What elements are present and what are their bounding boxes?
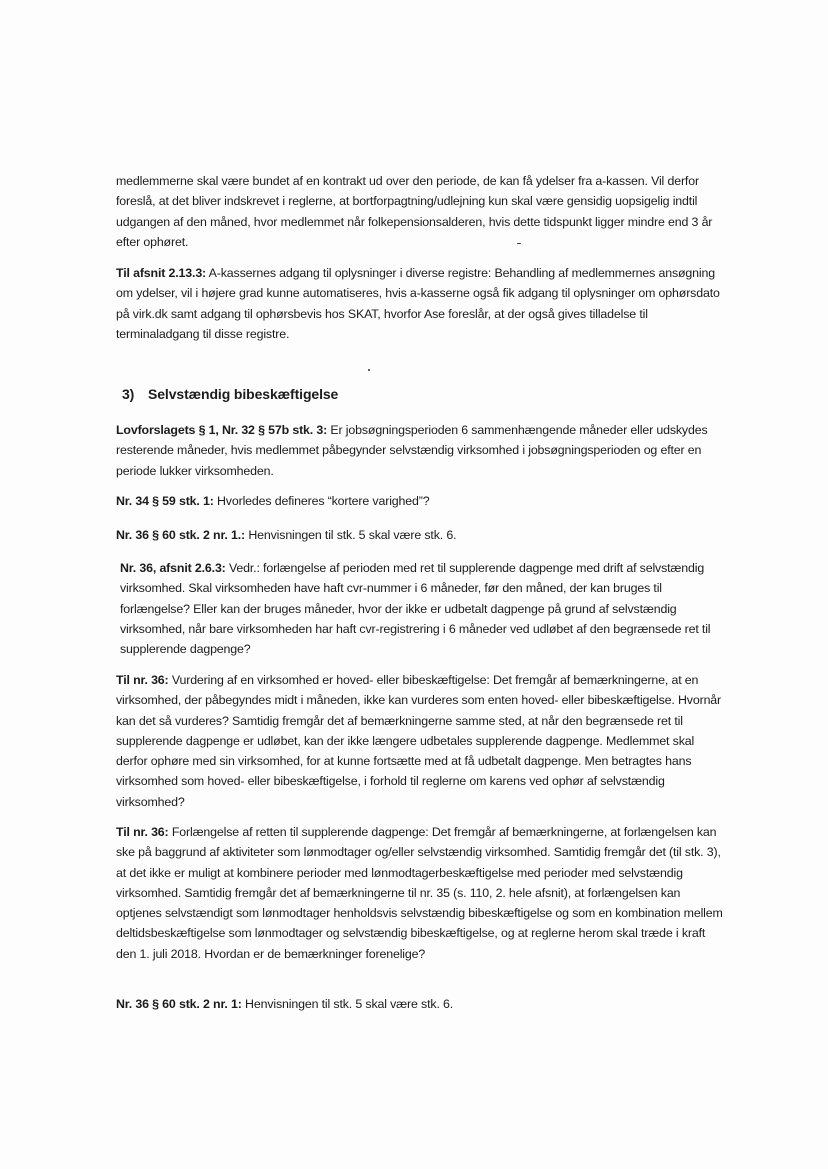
- paragraph-57b: [116, 420, 726, 481]
- paragraph-reference: Nr. 36 § 60 stk. 2 nr. 1:: [116, 997, 242, 1011]
- paragraph-nr-36-2-6-3: [120, 558, 730, 659]
- paragraph-til-nr-36-extension: [116, 822, 726, 964]
- paragraph-text: Vurdering af en virksomhed er hoved- eller bibeskæftigelse: Det fremgår af bemærkningerne, at en virksomhed, der påbegyndes midt i måneden, ikke kan vurderes som enten hoved- eller bibeskæftigelse. Hvornår kan det så vurderes? Samtidig fremgår det af bemærkningerne samme sted, at når den begrænsede ret til supplerende dagpenge er udløbet, kan der ikke længere udbetales supplerende dagpenge. Medlemmet skal derfor ophøre med sin virksomhed, for at kunne fortsætte med at få udbetalt dagpenge. Men betragtes hans virksomhed som hoved- eller bibeskæftigelse, i forhold til reglerne om karens ved ophør af selvstændig virksomhed?: [116, 673, 722, 809]
- paragraph-text: Henvisningen til stk. 5 skal være stk. 6.: [245, 528, 457, 542]
- scan-speck: [368, 369, 370, 371]
- paragraph-reference: Nr. 36, afsnit 2.6.3:: [120, 561, 226, 575]
- paragraph-reference: Til nr. 36:: [116, 673, 169, 687]
- paragraph-reference: Lovforslagets § 1, Nr. 32 § 57b stk. 3:: [116, 423, 328, 437]
- paragraph-text: Er jobsøgningsperioden 6 sammenhængende måneder eller udskydes resterende måneder, hvis medlemmet påbegynder selvstændig virksomhed i jobsøgningsperioden og efter en periode lukker virksomheden.: [116, 423, 708, 478]
- scan-speck: [517, 243, 521, 244]
- paragraph-text: Hvorledes defineres “kortere varighed”?: [213, 494, 430, 508]
- section-heading: [122, 386, 338, 402]
- paragraph-text: A-kassernes adgang til oplysninger i diverse registre: Behandling af medlemmernes ansøgning om ydelser, vil i højere grad kunne automatiseres, hvis a-kasserne også fik adgang til oplysninger om ophørsdato på virk.dk samt adgang til ophørsbevis hos SKAT, hvorfor Ase foreslår, at der også gives tilladelse til terminaladgang til disse registre.: [116, 266, 720, 341]
- paragraph-reference: Nr. 34 § 59 stk. 1:: [116, 494, 214, 508]
- paragraph-til-nr-36-assessment: [116, 670, 726, 812]
- paragraph-nr-34: [116, 491, 726, 511]
- section-title: Selvstændig bibeskæftigelse: [148, 386, 339, 402]
- paragraph-text: Vedr.: forlængelse af perioden med ret til supplerende dagpenge med drift af selvstændig virksomhed. Skal virksomheden have haft cvr-nummer i 6 måneder, før den måned, der kan bruges til forlængelse? Eller kan der bruges måneder, hvor der ikke er udbetalt dagpenge på grund af selvstændig virksomhed, når bare virksomheden har haft cvr-registrering i 6 måneder ved udløbet af den begrænsede ret til supplerende dagpenge?: [120, 561, 711, 657]
- paragraph-nr-36-60-first: [116, 525, 726, 545]
- paragraph-text: Henvisningen til stk. 5 skal være stk. 6.: [241, 997, 454, 1011]
- paragraph-text: medlemmerne skal være bundet af en kontrakt ud over den periode, de kan få ydelser fra a-kassen. Vil derfor foreslå, at det bliver indskrevet i reglerne, at bortforpagtning/udlejning kun skal være gensidig uopsigelig indtil udgangen af den måned, hvor medlemmet når folkepensionsalderen, hvis dette tidspunkt ligger mindre end 3 år efter ophøret.: [116, 174, 713, 249]
- paragraph-reference: Til nr. 36:: [116, 825, 169, 839]
- paragraph-reference: Til afsnit 2.13.3:: [116, 266, 207, 280]
- paragraph-reference: Nr. 36 § 60 stk. 2 nr. 1.:: [116, 528, 246, 542]
- paragraph-contract-period: [116, 171, 726, 252]
- paragraph-nr-36-60-second: [116, 994, 726, 1014]
- paragraph-section-2-13-3: [116, 263, 726, 344]
- section-number: 3): [122, 386, 135, 402]
- paragraph-text: Forlængelse af retten til supplerende dagpenge: Det fremgår af bemærkningerne, at forlængelsen kan ske på baggrund af aktiviteter som lønmodtager og/eller selvstændig virksomhed. Samtidig fremgår det (til stk. 3), at det ikke er muligt at kombinere perioder med lønmodtagerbeskæftigelse med perioder med selvstændig virksomhed. Samtidig fremgår det af bemærkningerne til nr. 35 (s. 110, 2. hele afsnit), at forlængelsen kan optjenes selvstændigt som lønmodtager henholdsvis selvstændig bibeskæftigelse og som en kombination mellem deltidsbeskæftigelse som lønmodtager og selvstændig bibeskæftigelse, og at reglerne herom skal træde i kraft den 1. juli 2018. Hvordan er de bemærkninger forenelige?: [116, 825, 723, 961]
